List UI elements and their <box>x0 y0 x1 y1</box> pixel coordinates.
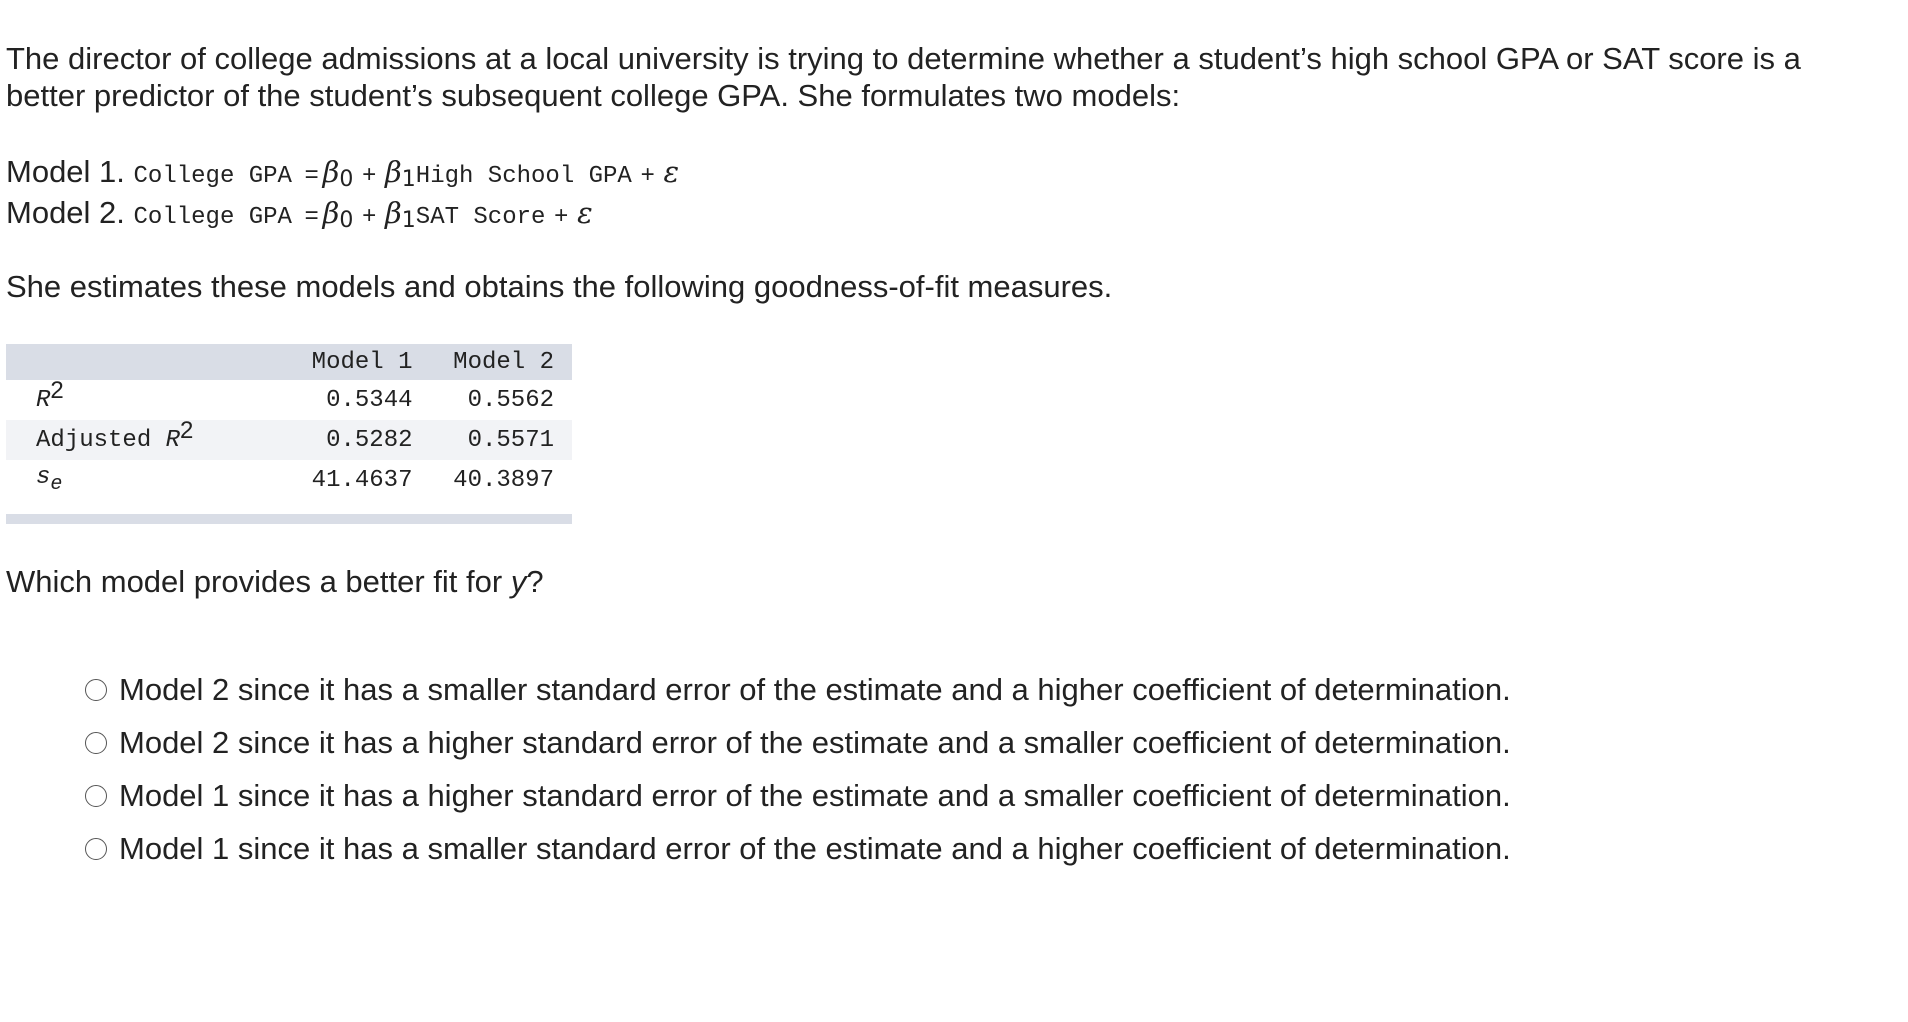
table-row-adjusted-r-squared <box>6 420 572 460</box>
beta-0-subscript: 0 <box>339 167 354 192</box>
r-squared-model-2: 0.5562 <box>467 386 554 414</box>
model-1-lhs: College GPA <box>133 163 292 190</box>
plus-sign: + <box>362 204 377 231</box>
table-row-r-squared <box>6 380 572 420</box>
beta-0-symbol: β <box>322 196 340 230</box>
epsilon-symbol: ε <box>577 196 593 230</box>
adjusted-r-squared-model-1: 0.5282 <box>289 420 431 460</box>
model-2-label: Model 2. <box>6 195 125 230</box>
estimate-paragraph: She estimates these models and obtains the following goodness-of-fit measures. <box>6 269 1113 304</box>
answer-option-label[interactable]: Model 2 since it has a smaller standard error of the estimate and a higher coefficient of determination. <box>119 671 1511 707</box>
question-text: Which model provides a better fit for y? <box>6 564 544 599</box>
model-2-equals: = <box>304 202 319 229</box>
r-squared-model-1: 0.5344 <box>326 386 413 414</box>
table-header-row <box>6 344 572 380</box>
model-1-label: Model 1. <box>6 154 125 189</box>
row-label-standard-error: $s_e$ <box>36 464 63 496</box>
beta-1-subscript: 1 <box>401 208 416 233</box>
adjusted-r-squared-model-2: 0.5571 <box>431 420 573 460</box>
table-header-model-1: Model 1 <box>311 348 413 376</box>
model-2-equation <box>6 193 593 238</box>
answer-option-label[interactable]: Model 1 since it has a smaller standard error of the estimate and a higher coefficient of determination. <box>119 830 1511 866</box>
model-2-lhs: College GPA <box>133 204 292 231</box>
plus-sign: + <box>640 163 655 190</box>
beta-0-subscript: 0 <box>339 208 354 233</box>
radio-button[interactable] <box>85 732 107 754</box>
table-row-standard-error <box>6 460 572 500</box>
table-spacer-row <box>6 500 572 514</box>
answer-options <box>85 663 1511 875</box>
model-2-term: SAT Score <box>415 204 546 231</box>
model-1-term: High School GPA <box>415 163 632 190</box>
plus-sign: + <box>362 163 377 190</box>
beta-1-symbol: β <box>385 196 402 230</box>
answer-option-label[interactable]: Model 2 since it has a higher standard error of the estimate and a smaller coefficient of determination. <box>119 724 1511 760</box>
answer-option[interactable] <box>85 822 1511 875</box>
intro-paragraph: The director of college admissions at a local university is trying to determine whether a student’s high school GPA or SAT score is a better predictor of the student’s subsequent college GPA. She formulates two models: <box>6 41 1801 113</box>
radio-button[interactable] <box>85 679 107 701</box>
model-1-equals: = <box>304 161 319 188</box>
answer-option-label[interactable]: Model 1 since it has a higher standard error of the estimate and a smaller coefficient of determination. <box>119 777 1511 813</box>
table-header-model-2: Model 2 <box>453 348 554 376</box>
goodness-of-fit-table <box>6 344 572 524</box>
standard-error-model-2: 40.3897 <box>453 466 554 494</box>
epsilon-symbol: ε <box>663 155 680 189</box>
beta-0-symbol: β <box>322 155 340 189</box>
radio-button[interactable] <box>85 785 107 807</box>
row-label-r-squared: $R^2$ <box>36 376 64 414</box>
table-footer-bar <box>6 514 572 524</box>
plus-sign: + <box>554 204 569 231</box>
row-label-adjusted-r-squared: Adjusted $R^2$ <box>6 420 289 460</box>
model-1-equation <box>6 152 679 197</box>
radio-button[interactable] <box>85 838 107 860</box>
table-header-blank <box>6 344 289 380</box>
beta-1-subscript: 1 <box>401 167 416 192</box>
answer-option[interactable] <box>85 716 1511 769</box>
answer-option[interactable] <box>85 663 1511 716</box>
answer-option[interactable] <box>85 769 1511 822</box>
standard-error-model-1: 41.4637 <box>311 466 413 494</box>
beta-1-symbol: β <box>385 155 402 189</box>
